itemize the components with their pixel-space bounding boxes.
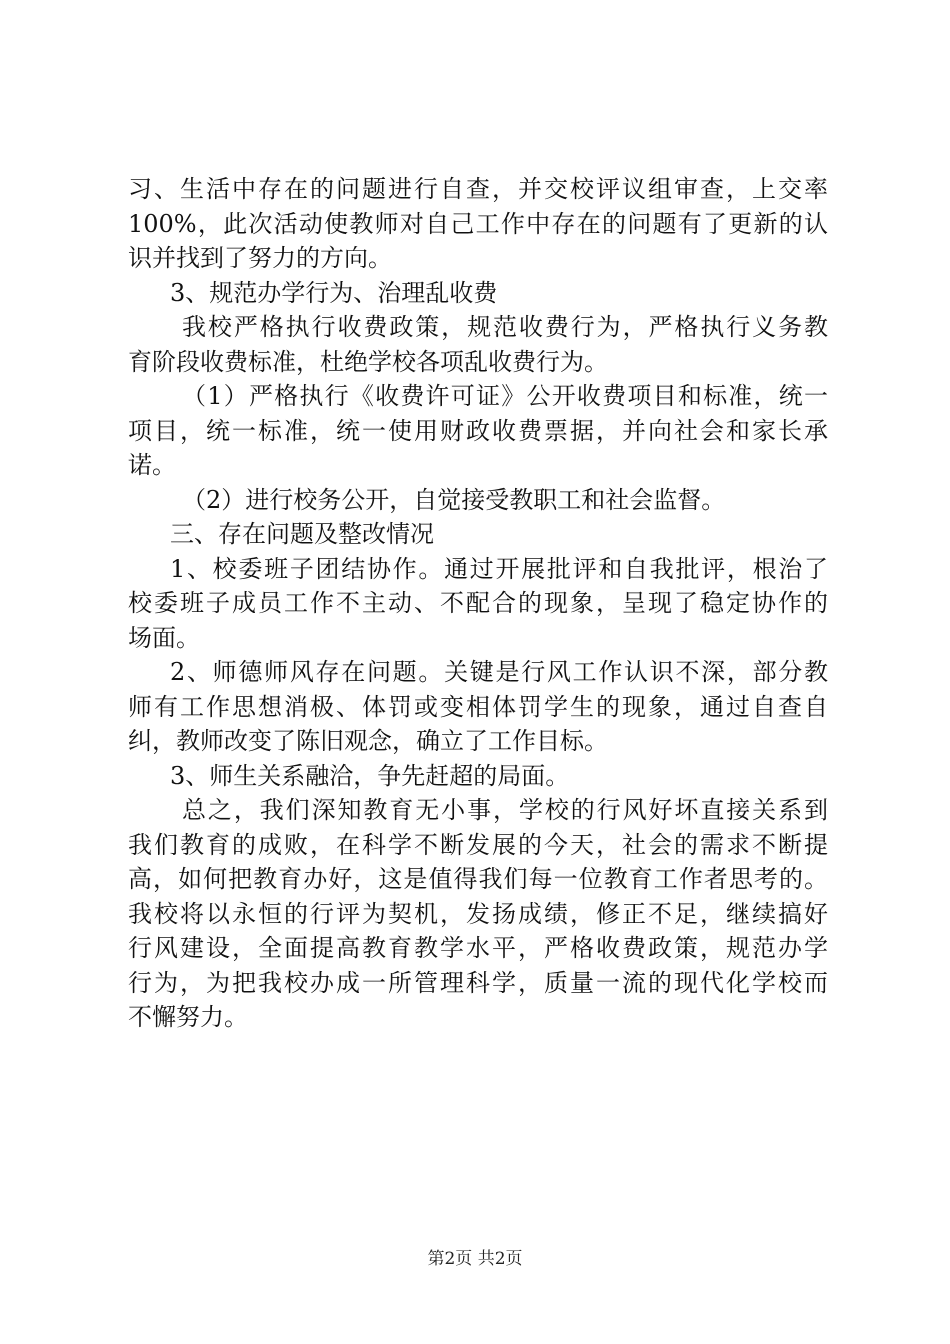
text-line: 诺。 [128, 451, 176, 479]
text-line: 不懈努力。 [128, 1003, 248, 1031]
text-line: 100%，此次活动使教师对自己工作中存在的问题有了更新的认 [128, 209, 828, 238]
text-line: 我们教育的成败，在科学不断发展的今天，社会的需求不断提 [128, 830, 828, 859]
text-line: 场面。 [128, 623, 200, 652]
text-line: 三、存在问题及整改情况 [170, 520, 434, 548]
text-line: （2）进行校务公开，自觉接受教职工和社会监督。 [182, 485, 726, 514]
text-line: 2、师德师风存在问题。关键是行风工作认识不深，部分教 [170, 658, 828, 686]
text-line: 育阶段收费标准，杜绝学校各项乱收费行为。 [128, 347, 608, 376]
text-line: 识并找到了努力的方向。 [128, 244, 392, 272]
text-line: 行为，为把我校办成一所管理科学，质量一流的现代化学校而 [128, 968, 828, 997]
text-line: 习、生活中存在的问题进行自查，并交校评议组审查，上交率 [128, 175, 828, 203]
text-line: 行风建设，全面提高教育教学水平，严格收费政策，规范办学 [128, 934, 828, 962]
text-line: 高，如何把教育办好，这是值得我们每一位教育工作者思考的。 [128, 865, 828, 893]
text-line: 总之，我们深知教育无小事，学校的行风好坏直接关系到 [182, 796, 828, 824]
document-body [128, 172, 828, 1035]
text-line: 纠，教师改变了陈旧观念，确立了工作目标。 [128, 727, 608, 755]
text-line: 我校将以永恒的行评为契机，发扬成绩，修正不足，继续搞好 [128, 899, 828, 928]
text-line: 师有工作思想消极、体罚或变相体罚学生的现象，通过自查自 [128, 692, 828, 721]
text-line: 3、师生关系融洽，争先赶超的局面。 [170, 761, 570, 790]
text-line: 校委班子成员工作不主动、不配合的现象，呈现了稳定协作的 [128, 589, 828, 617]
page-footer: 第2页 共2页 [427, 1249, 523, 1269]
text-line: （1）严格执行《收费许可证》公开收费项目和标准，统一 [182, 382, 828, 410]
text-line: 我校严格执行收费政策，规范收费行为，严格执行义务教 [182, 313, 828, 341]
text-line: 3、规范办学行为、治理乱收费 [170, 278, 498, 307]
text-line: 项目，统一标准，统一使用财政收费票据，并向社会和家长承 [128, 416, 828, 445]
text-line: 1、校委班子团结协作。通过开展批评和自我批评，根治了 [170, 554, 828, 583]
